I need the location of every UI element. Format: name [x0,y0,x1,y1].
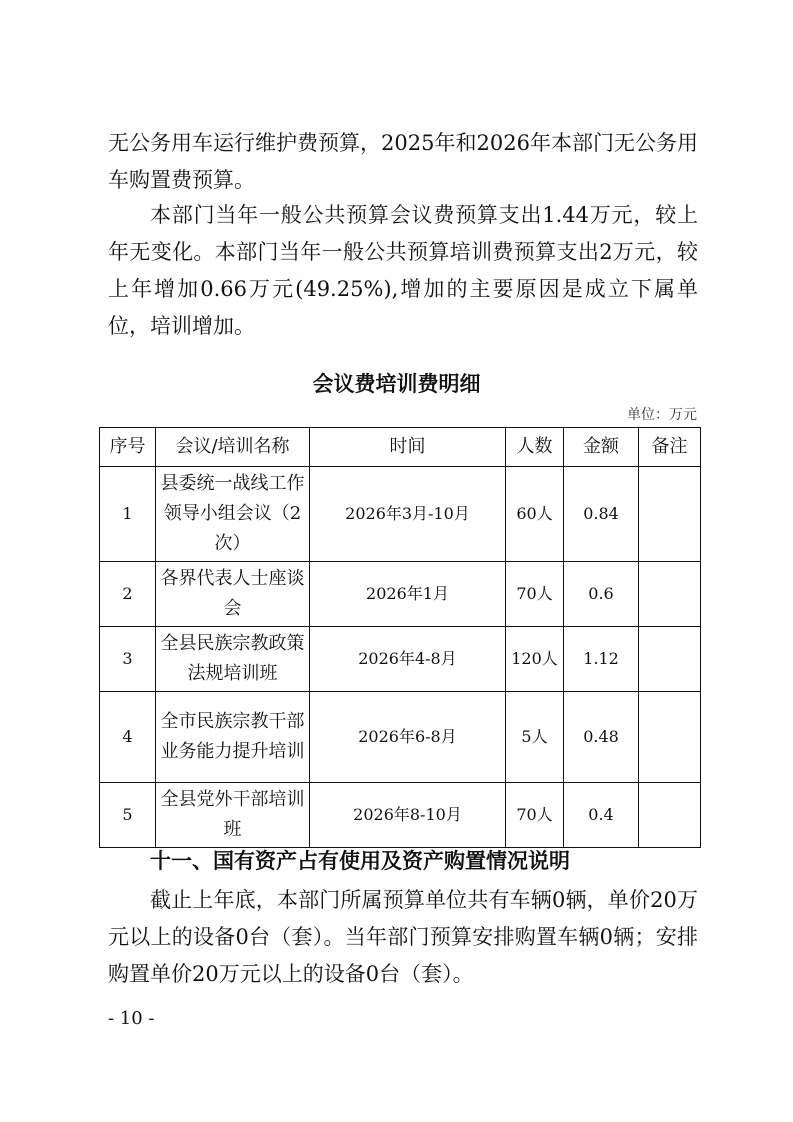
cell-count: 70人 [506,562,564,627]
cell-amount: 0.4 [564,783,639,848]
cell-seq: 5 [100,783,156,848]
table-row [100,467,701,562]
cell-time: 2026年6-8月 [310,692,506,783]
section-heading: 十一、国有资产占有使用及资产购置情况说明 [150,849,570,873]
table-header-row [100,428,701,467]
cell-seq: 4 [100,692,156,783]
cell-seq: 3 [100,627,156,692]
header-amount: 金额 [564,428,639,467]
cell-name: 县委统一战线工作领导小组会议（2次） [156,467,310,562]
cell-name: 全市民族宗教干部业务能力提升培训 [156,692,310,783]
cell-name: 全县党外干部培训班 [156,783,310,848]
cell-amount: 0.6 [564,562,639,627]
cell-amount: 0.84 [564,467,639,562]
cell-count: 60人 [506,467,564,562]
header-time: 时间 [310,428,506,467]
table-row [100,692,701,783]
cell-seq: 2 [100,562,156,627]
table-row [100,783,701,848]
cell-note [639,692,701,783]
cell-count: 120人 [506,627,564,692]
cell-count: 5人 [506,692,564,783]
cell-amount: 0.48 [564,692,639,783]
cell-note [639,627,701,692]
cell-note [639,562,701,627]
page-number: - 10 - [108,1008,155,1029]
cell-time: 2026年1月 [310,562,506,627]
table-row [100,562,701,627]
cell-time: 2026年3月-10月 [310,467,506,562]
cell-name: 全县民族宗教政策法规培训班 [156,627,310,692]
cell-amount: 1.12 [564,627,639,692]
table-row [100,627,701,692]
header-name: 会议/培训名称 [156,428,310,467]
unit-label: 单位：万元 [627,407,697,423]
cell-time: 2026年8-10月 [310,783,506,848]
header-note: 备注 [639,428,701,467]
paragraph-asset-purchase: 截止上年底，本部门所属预算单位共有车辆0辆，单价20万元以上的设备0台（套）。当年部门预算安排购置车辆0辆；安排购置单价20万元以上的设备0台（套）。 [108,888,698,986]
paragraph-meeting-training-budget: 本部门当年一般公共预算会议费预算支出1.44万元，较上年无变化。本部门当年一般公共预算培训费预算支出2万元，较上年增加0.66万元(49.25%),增加的主要原因是成立下属单位，培训增加。 [108,203,698,338]
table-title: 会议费培训费明细 [312,372,481,396]
paragraph-vehicle-budget: 无公务用车运行维护费预算，2025年和2026年本部门无公务用车购置费预算。 [108,131,698,192]
header-seq: 序号 [100,428,156,467]
cell-note [639,783,701,848]
expense-table [99,427,701,848]
cell-time: 2026年4-8月 [310,627,506,692]
cell-name: 各界代表人士座谈会 [156,562,310,627]
cell-seq: 1 [100,467,156,562]
cell-count: 70人 [506,783,564,848]
header-count: 人数 [506,428,564,467]
cell-note [639,467,701,562]
